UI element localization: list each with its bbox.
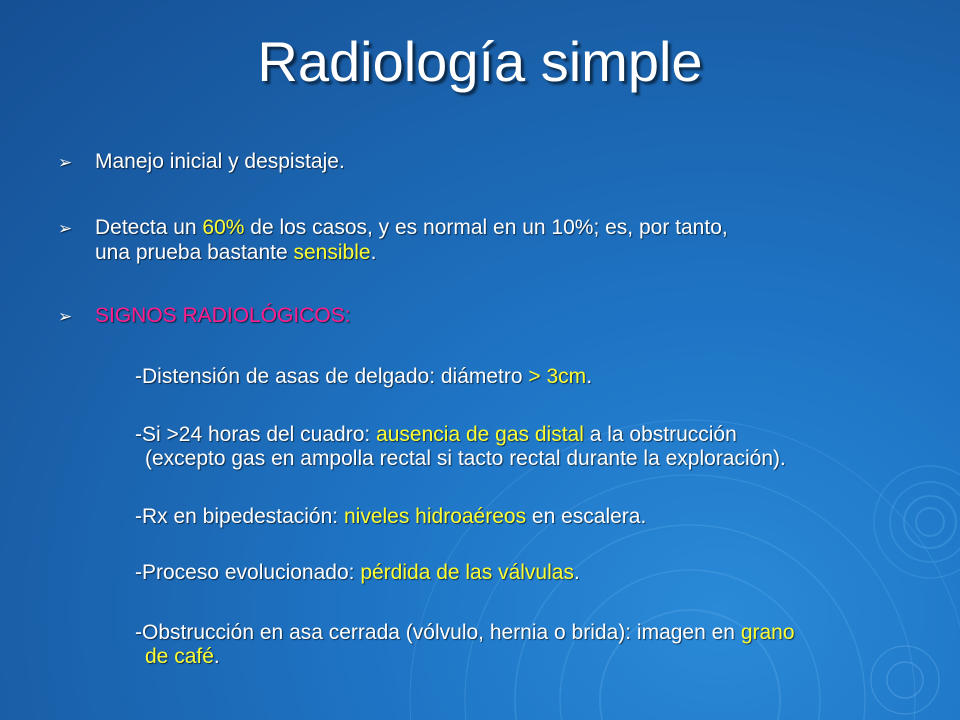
slide-title: Radiología simple [257, 30, 703, 93]
bullet-arrow-icon: ➢ [58, 307, 73, 326]
highlight-sensible: sensible [293, 241, 371, 264]
bullet-item-2-line-2: una prueba bastante sensible. [95, 241, 377, 264]
sign-item-obstruccion-line-1: -Obstrucción en asa cerrada (vólvulo, hernia o brida): imagen en grano [135, 621, 795, 644]
section-heading-signs: SIGNOS RADIOLÓGICOS: [95, 304, 351, 327]
bullet-arrow-icon: ➢ [58, 219, 73, 238]
sign-item-proceso: -Proceso evolucionado: pérdida de las válvulas. [135, 561, 580, 584]
sign-item-gas-line-1: -Si >24 horas del cuadro: ausencia de gas distal a la obstrucción [135, 423, 737, 446]
sign-item-gas-line-2: (excepto gas en ampolla rectal si tacto rectal durante la exploración). [145, 447, 786, 470]
sign-item-obstruccion-line-2: de café. [145, 645, 220, 668]
bullet-item-1: Manejo inicial y despistaje. [95, 150, 345, 173]
bullet-arrow-icon: ➢ [58, 153, 73, 172]
bullet-item-2-line-1: Detecta un 60% de los casos, y es normal en un 10%; es, por tanto, [95, 216, 728, 239]
sign-item-rx: -Rx en bipedestación: niveles hidroaéreos en escalera. [135, 505, 647, 528]
sign-item-distension: -Distensión de asas de delgado: diámetro > 3cm. [135, 365, 593, 388]
highlight-percent: 60% [202, 216, 245, 239]
